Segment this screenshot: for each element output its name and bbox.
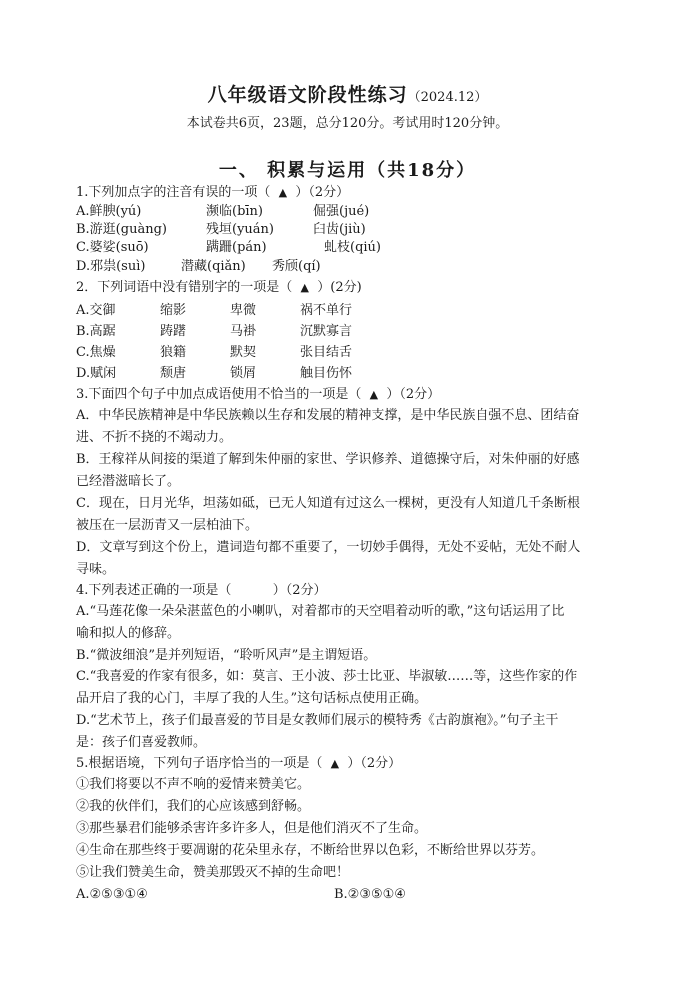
q2-option-cell: 狼籍 [160, 345, 187, 360]
q1-option-cell: 倔强(jué) [313, 204, 370, 219]
q1-option-cell: D.邪祟(suì) [76, 259, 146, 274]
question-text-line: D．文章写到这个份上，遣词造句都不重要了，一切妙手偶得，无处不妥帖，无处不耐人 [76, 540, 581, 555]
question-text-line: A.“马莲花像一朵朵湛蓝色的小喇叭，对着都市的天空唱着动听的歌，”这句话运用了比 [76, 604, 565, 619]
q1-option-cell: B.游逛(guàng) [76, 222, 167, 237]
q2-option-cell: 踌躇 [160, 324, 187, 339]
q1-option-cell: 臼齿(jiù) [313, 222, 366, 237]
q2-option-cell: B.高踞 [76, 324, 116, 339]
q2-option-cell: 祸不单行 [300, 303, 353, 318]
question-3-stem: 3.下面四个句子中加点成语使用不恰当的一项是（ ▲ ）（2分） [76, 387, 441, 402]
q1-option-cell: 蹒跚(pán) [206, 240, 267, 255]
question-text-line: ⑤让我们赞美生命，赞美那毁灭不掉的生命吧！ [76, 865, 350, 880]
question-text-line: 进、不折不挠的不竭动力。 [76, 430, 233, 445]
question-text-line: B.“微波细浪”是并列短语，“聆听风声”是主谓短语。 [76, 648, 377, 663]
question-2-stem: 2．下列词语中没有错别字的一项是（ ▲ ）(2分) [76, 280, 362, 295]
question-text-line: ②我的伙伴们，我们的心应该感到舒畅。 [76, 799, 311, 814]
question-text-line: ①我们将要以不声不响的爱情来赞美它。 [76, 777, 311, 792]
q2-option-cell: A.交御 [76, 303, 116, 318]
question-text-line: B．王稼祥从间接的渠道了解到朱仲丽的家世、学识修养、道德操守后，对朱仲丽的好感 [76, 452, 580, 467]
question-text-line: C．现在，日月光华，坦荡如砥，已无人知道有过这么一棵树，更没有人知道几千条断根 [76, 496, 580, 511]
page-title [0, 80, 695, 107]
q1-option-cell: 残垣(yuán) [206, 222, 274, 237]
q1-option-cell: C.婆娑(suō) [76, 240, 149, 255]
question-4-stem: 4.下列表述正确的一项是（ ）（2分） [76, 583, 327, 598]
question-text-line: ④生命在那些终于要凋谢的花朵里永存，不断给世界以色彩，不断给世界以芬芳。 [76, 843, 545, 858]
q1-option-cell: 潜藏(qiǎn) [181, 259, 246, 274]
answer-mark: ▲ [300, 281, 310, 294]
question-text-line: 喻和拟人的修辞。 [76, 626, 181, 641]
q2-option-cell: 卑微 [230, 303, 257, 318]
answer-mark: ▲ [369, 388, 379, 401]
q2-option-cell: 锁屑 [230, 366, 257, 381]
question-5-stem: 5.根据语境，下列句子语序恰当的一项是（ ▲ ）（2分） [76, 756, 402, 771]
exam-date: （2024.12） [407, 90, 488, 105]
question-text-line: ③那些暴君们能够杀害许多许多人，但是他们消灭不了生命。 [76, 821, 428, 836]
q2-option-cell: C.焦燥 [76, 345, 116, 360]
q2-option-cell: 默契 [230, 345, 257, 360]
q2-option-cell: D.赋闲 [76, 366, 117, 381]
question-text-line: 品开启了我的心门，丰厚了我的人生。”这句话标点使用正确。 [76, 691, 428, 706]
question-text-line: C.“我喜爱的作家有很多，如：莫言、王小波、莎士比亚、毕淑敏……等，这些作家的作 [76, 669, 578, 684]
exam-subtitle: 本试卷共6页，23题，总分120分。考试用时120分钟。 [186, 116, 509, 131]
answer-mark: ▲ [278, 186, 288, 199]
q1-option-cell: 秀颀(qí) [272, 259, 321, 274]
q2-option-cell: 张目结舌 [300, 345, 353, 360]
q5-option-b: B.②③⑤①④ [334, 887, 406, 902]
section-heading: 一、 积累与运用（共18分） [218, 160, 477, 181]
answer-mark: ▲ [330, 757, 340, 770]
q1-option-cell: A.鲜腴(yú) [76, 204, 142, 219]
q2-option-cell: 沉默寡言 [300, 324, 353, 339]
question-text-line: D.“艺术节上，孩子们最喜爱的节目是女教师们展示的模特秀《古韵旗袍》。”句子主干 [76, 713, 559, 728]
q2-option-cell: 马褂 [230, 324, 257, 339]
q5-option-a: A.②⑤③①④ [76, 887, 148, 902]
question-text-line: 已经潜滋暗长了。 [76, 474, 181, 489]
question-text-line: 是：孩子们喜爱教师。 [76, 735, 207, 750]
q2-option-cell: 触目伤怀 [300, 366, 353, 381]
question-text-line: 被压在一层沥青又一层柏油下。 [76, 518, 259, 533]
exam-title: 八年级语文阶段性练习 [207, 84, 408, 106]
q2-option-cell: 缩影 [160, 303, 187, 318]
question-text-line: A．中华民族精神是中华民族赖以生存和发展的精神支撑，是中华民族自强不息、团结奋 [76, 408, 580, 423]
q2-option-cell: 颓唐 [160, 366, 187, 381]
question-text-line: 寻味。 [76, 562, 116, 577]
question-1-stem: 1.下列加点字的注音有误的一项（ ▲ ）（2分） [76, 185, 350, 200]
q1-option-cell: 濒临(bīn) [206, 204, 263, 219]
q1-option-cell: 虬枝(qiú) [324, 240, 381, 255]
